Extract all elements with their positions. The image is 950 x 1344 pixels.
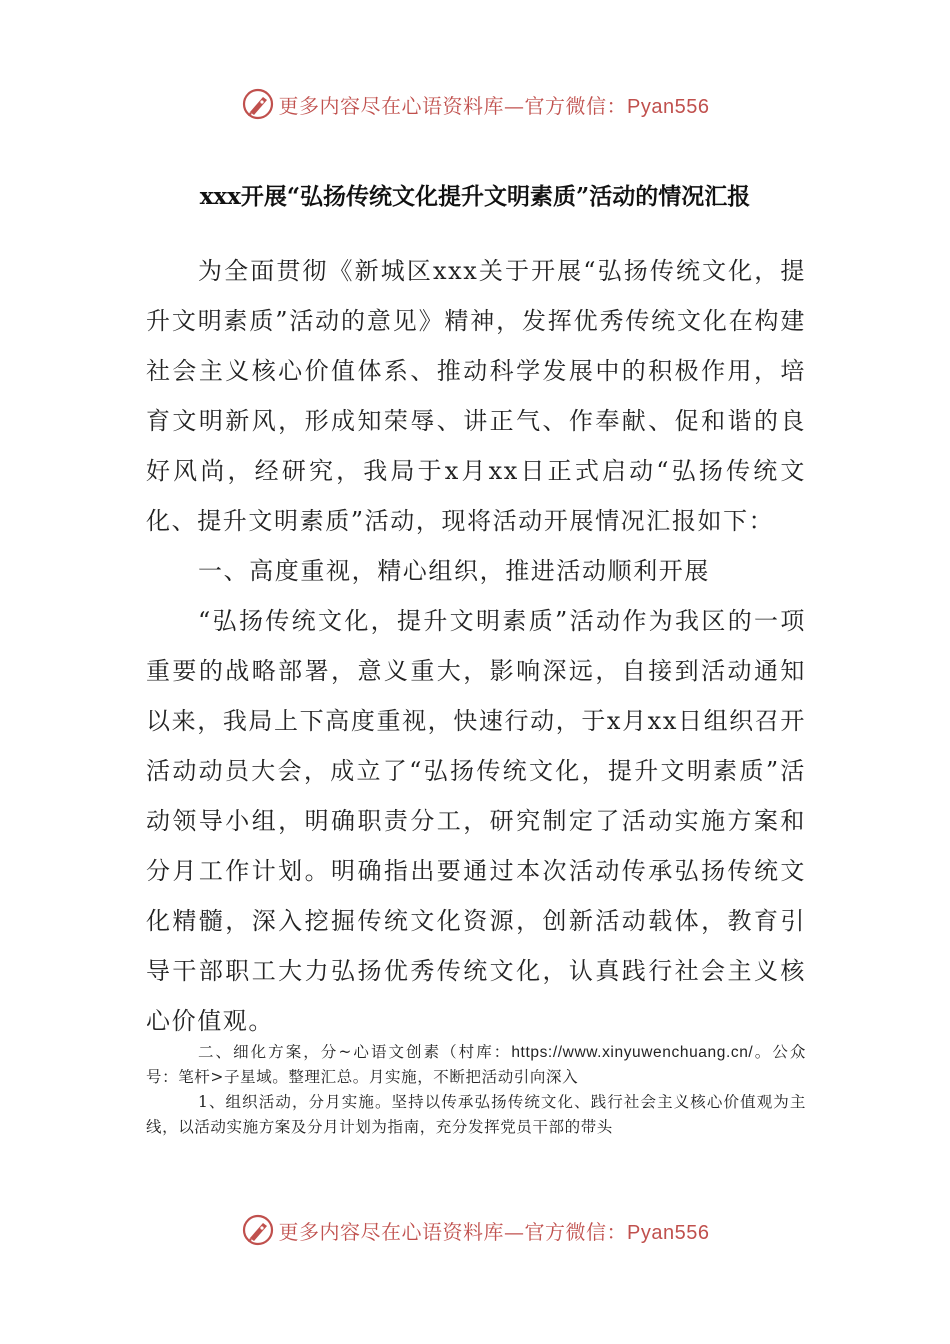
pen-nib-logo-icon xyxy=(241,1213,275,1247)
intro-paragraph: 为全面贯彻《新城区xxx关于开展“弘扬传统文化，提升文明素质”活动的意见》精神，发挥优秀传统文化在构建社会主义核心价值体系、推动科学发展中的积极作用，培育文明新风，形成知荣辱、讲正气、作奉献、促和谐的良好风尚，经研究，我局于x月xx日正式启动“弘扬传统文化、提升文明素质”活动，现将活动开展情况汇报如下： xyxy=(146,257,806,535)
pen-nib-logo-icon xyxy=(241,87,275,121)
footer-banner xyxy=(0,1210,950,1250)
section-heading-1: 一、高度重视，精心组织，推进活动顺利开展 xyxy=(198,557,710,585)
section-1-paragraph: “弘扬传统文化，提升文明素质”活动作为我区的一项重要的战略部署，意义重大，影响深远，自接到活动通知以来，我局上下高度重视，快速行动，于x月xx日组织召开活动动员大会，成立了“弘扬传统文化，提升文明素质”活动领导小组，明确职责分工，研究制定了活动实施方案和分月工作计划。明确指出要通过本次活动传承弘扬传统文化精髓，深入挖掘传统文化资源，创新活动载体，教育引导干部职工大力弘扬优秀传统文化，认真践行社会主义核心价值观。 xyxy=(146,607,806,1035)
document-body xyxy=(146,246,806,1046)
header-banner-text: 更多内容尽在心语资料库—官方微信：Pyan556 xyxy=(278,93,710,118)
section-2-item-1: 1、组织活动，分月实施。坚持以传承弘扬传统文化、践行社会主义核心价值观为主线，以活动实施方案及分月计划为指南，充分发挥党员干部的带头 xyxy=(146,1093,806,1136)
document-title: xxx开展“弘扬传统文化提升文明素质”活动的情况汇报 xyxy=(199,183,751,210)
footer-banner-brand: Pyan556 xyxy=(627,1221,710,1244)
source-url: https://www.xinyuwenchuang.cn/ xyxy=(511,1044,754,1061)
small-text-block xyxy=(146,1040,806,1140)
header-banner-brand: Pyan556 xyxy=(627,95,710,118)
header-banner xyxy=(0,84,950,124)
section-heading-2: 二、细化方案，分~心语文创素（村库：https://www.xinyuwenchuang.cn/。公众号：笔杆>子星域。整理汇总。月实施，不断把活动引向深入 xyxy=(146,1043,806,1086)
footer-banner-text: 更多内容尽在心语资料库—官方微信：Pyan556 xyxy=(278,1219,710,1244)
